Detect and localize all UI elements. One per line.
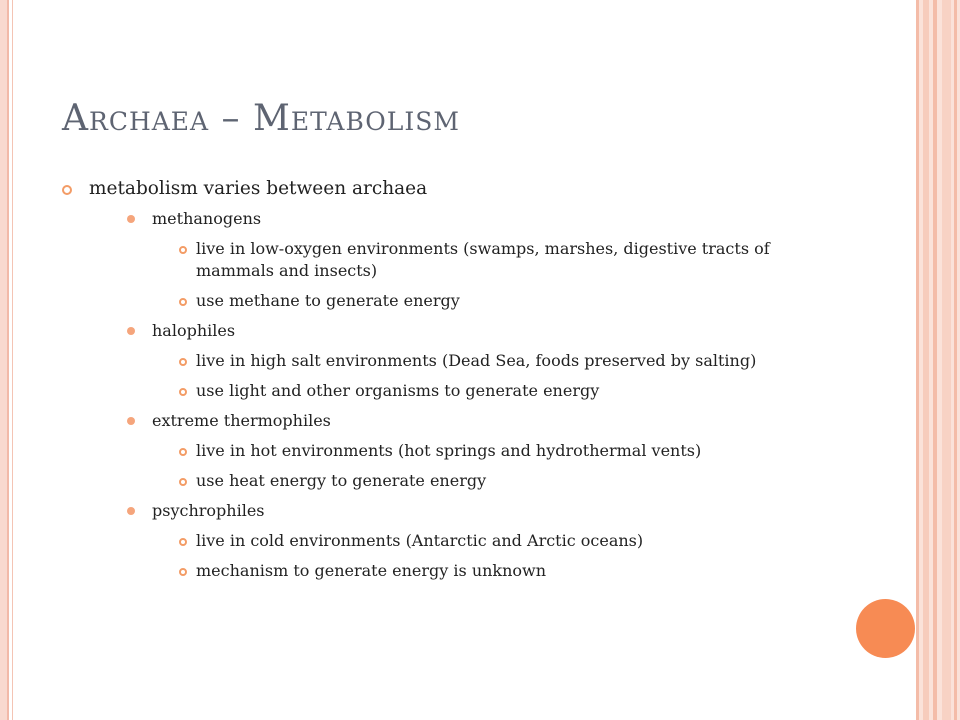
main-bullet (62, 176, 782, 582)
point (179, 238, 782, 282)
group-label: psychrophiles (152, 501, 265, 520)
ring-bullet-icon (179, 388, 187, 396)
point-text: live in low-oxygen environments (swamps, marshes, digestive tracts of mammals and insects) (196, 239, 770, 280)
point-list (152, 238, 782, 312)
ring-bullet-icon (179, 568, 187, 576)
dot-bullet-icon (127, 327, 135, 335)
group-label: halophiles (152, 321, 236, 340)
point-text: use heat energy to generate energy (196, 471, 487, 490)
main-bullet-text: metabolism varies between archaea (89, 178, 428, 199)
group-label: extreme thermophiles (152, 411, 331, 430)
group-label: methanogens (152, 209, 262, 228)
left-border-decoration (0, 0, 9, 720)
point-text: use methane to generate energy (196, 291, 460, 310)
point-text: live in cold environments (Antarctic and Arctic oceans) (196, 531, 644, 550)
ring-bullet-icon (179, 298, 187, 306)
slide-title: Archaea – Metabolism (62, 98, 461, 139)
point-list (152, 350, 782, 402)
point (179, 440, 782, 462)
organism-group-list (89, 208, 782, 582)
point (179, 380, 782, 402)
dot-bullet-icon (127, 417, 135, 425)
point (179, 470, 782, 492)
dot-bullet-icon (127, 507, 135, 515)
ring-bullet-icon (179, 448, 187, 456)
point-text: live in hot environments (hot springs and hydrothermal vents) (196, 441, 702, 460)
point-text: use light and other organisms to generate energy (196, 381, 600, 400)
bullet-list (62, 176, 782, 582)
ring-bullet-icon (179, 246, 187, 254)
point (179, 530, 782, 552)
ring-bullet-icon (62, 185, 72, 195)
point-text: mechanism to generate energy is unknown (196, 561, 547, 580)
point (179, 350, 782, 372)
group-methanogens (127, 208, 782, 312)
decorative-circle (856, 599, 915, 658)
point (179, 290, 782, 312)
slide-content (62, 176, 782, 590)
group-halophiles (127, 320, 782, 402)
dot-bullet-icon (127, 215, 135, 223)
ring-bullet-icon (179, 538, 187, 546)
left-border-line (12, 0, 13, 720)
group-psychrophiles (127, 500, 782, 582)
point-list (152, 530, 782, 582)
point-text: live in high salt environments (Dead Sea, foods preserved by salting) (196, 351, 757, 370)
ring-bullet-icon (179, 478, 187, 486)
point-list (152, 440, 782, 492)
ring-bullet-icon (179, 358, 187, 366)
group-extreme-thermophiles (127, 410, 782, 492)
right-border-decoration (916, 0, 960, 720)
point (179, 560, 782, 582)
